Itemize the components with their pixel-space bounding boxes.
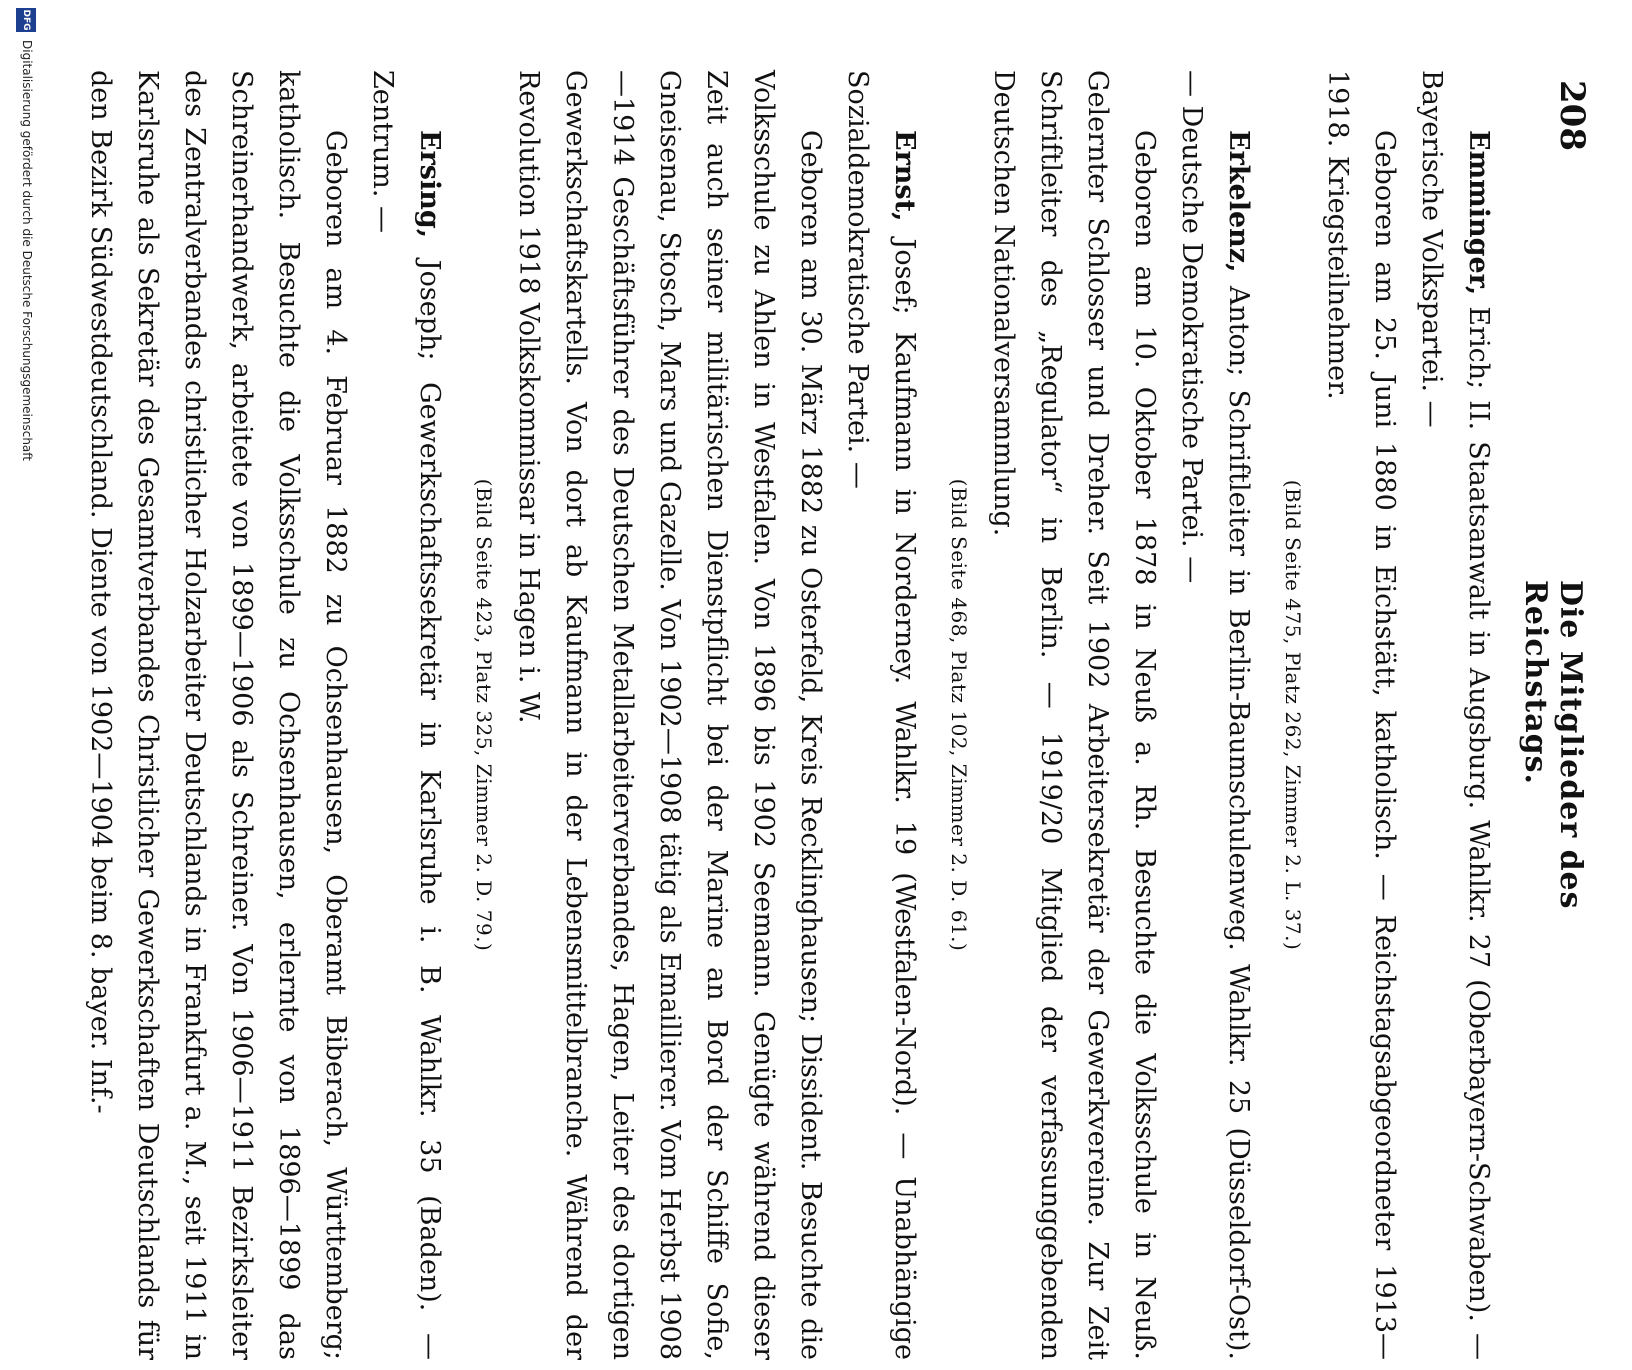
entry-biography: Geboren am 30. März 1882 zu Osterfeld, Kreis Recklinghausen; Dissident. Besuchte die Volksschule zu Ahlen in Westfalen. Von 1896 bis 1902 Seemann. Genügte während dieser Zeit auch seiner militärischen Dienstpflicht bei der Marine an Bord der Schiffe Sofie, Gneisenau, Stosch, Mars und Gazelle. Von 1902—1908 tätig als Emaillierer. Vom Herbst 1908—1914 Geschäftsführer des Deutschen Metallarbeiterverbandes, Hagen, Leiter des dortigen Gewerkschaftskartells. Von dort ab Kaufmann in der Lebensmittelbranche. Während der Revolution 1918 Volkskommissar in Hagen i. W. (513, 70, 826, 1360)
entry-reference: (Bild Seite 468, Platz 102, Zimmer 2. D. 61.) (947, 478, 971, 952)
page-content (65, 70, 1502, 1370)
entry-reference: (Bild Seite 475, Platz 262, Zimmer 2. L. 37.) (1281, 479, 1305, 951)
dfg-logo-icon: DFG (16, 8, 36, 32)
entry-heading: Anton; Schriftleiter in Berlin-Baumschulenweg. Wahlkr. 25 (Düsseldorf-Ost). — Deutsche Demokratische Partei. — (1176, 70, 1254, 1360)
entry-biography: Geboren am 25. Juni 1880 in Eichstätt, katholisch. — Reichstagsabgeordneter 1913—1918. Kriegsteilnehmer. (1322, 70, 1400, 1360)
entry-name: Ersing, (414, 130, 445, 239)
entry-ersing (77, 70, 453, 1360)
entry-biography: Geboren am 10. Oktober 1878 in Neuß a. Rh. Besuchte die Volksschule in Neuß. Gelernter Schlosser und Dreher. Seit 1902 Arbeitersekretär der Gewerkvereine. Zur Zeit Schriftleiter des „Regulator“ in Berlin. — 1919/20 Mitglied der verfassunggebenden Deutschen Nationalversammlung. (988, 70, 1160, 1360)
entry-heading: Joseph; Gewerkschaftssekretär in Karlsruhe i. B. Wahlkr. 35 (Baden). — Zentrum. — (367, 70, 445, 1360)
entry-name: Ernst, (889, 130, 920, 222)
digitization-credit (6, 0, 42, 1000)
entry-reference: (Bild Seite 423, Platz 325, Zimmer 2. D. 79.) (472, 478, 496, 952)
entry-heading: Erich; II. Staatsanwalt in Augsburg. Wahlkr. 27 (Oberbayern-Schwaben). — Bayerische Volkspartei. — (1416, 70, 1494, 1360)
entry-ernst (467, 70, 928, 1360)
running-title: Die Mitglieder des Reichstags. (1518, 580, 1588, 910)
entry-name: Erkelenz, (1223, 130, 1254, 273)
page-number: 208 (1552, 80, 1592, 151)
credit-text: Digitalisierung gefördert durch die Deutsche Forschungsgemeinschaft (20, 40, 34, 462)
entry-heading: Josef; Kaufmann in Norderney. Wahlkr. 19 (Westfalen-Nord). — Unabhängige Sozialdemokratische Partei. — (842, 70, 920, 1360)
entry-biography: Geboren am 4. Februar 1882 zu Ochsenhausen, Oberamt Biberach, Württemberg; katholisch. Besuchte die Volksschule zu Ochsenhausen, erlernte von 1896—1899 das Schreinerhandwerk, arbeitete von 1899—1906 als Schreiner. Von 1906—1911 Bezirksleiter des Zentralverbandes christlicher Holzarbeiter Deutschlands in Frankfurt a. M., seit 1911 in Karlsruhe als Sekretär des Gesamtverbandes Christlicher Gewerkschaften Deutschlands für den Bezirk Südwestdeutschland. Diente von 1902—1904 beim 8. bayer. Inf.- (85, 70, 351, 1360)
entry-emminger (1276, 70, 1502, 1360)
entry-erkelenz (942, 70, 1262, 1360)
page-header (1518, 80, 1592, 960)
entry-name: Emminger, (1463, 130, 1494, 296)
